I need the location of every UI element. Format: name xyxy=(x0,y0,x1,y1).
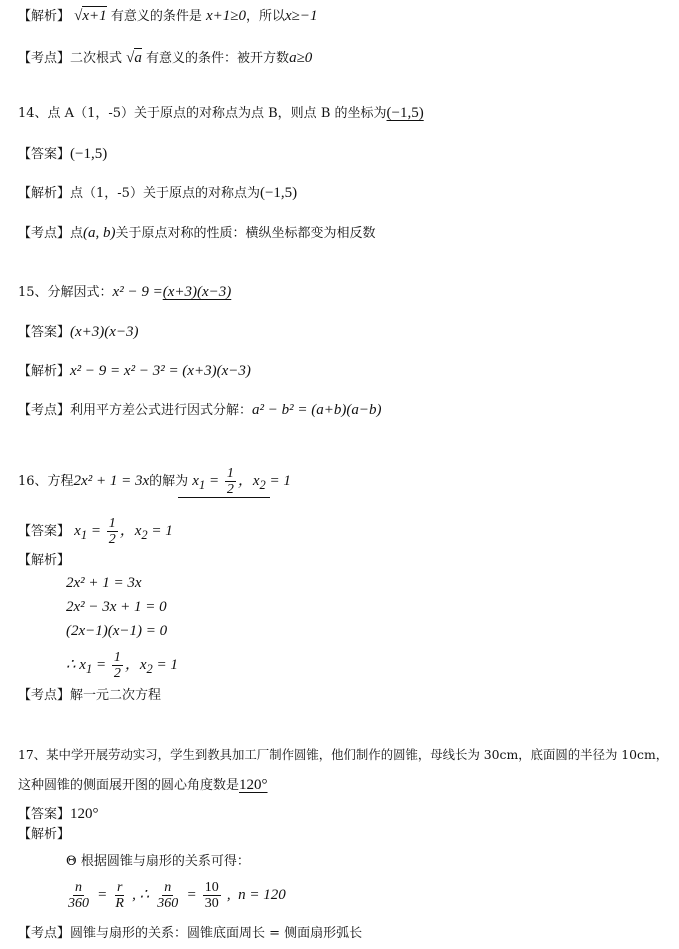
question-17-line-1 xyxy=(18,746,668,764)
answer-value: (x+3)(x−3) xyxy=(70,324,139,340)
kp-text: 解一元二次方程 xyxy=(70,688,162,703)
tag-label: 【答案】 xyxy=(18,325,71,340)
analysis-17-tag xyxy=(18,826,70,844)
fraction-n-360-b: $\frac{n}{360}$ xyxy=(157,880,179,911)
analysis-17-reason xyxy=(66,853,250,871)
kp-formula: a² − b² = (a+b)(a−b) xyxy=(252,402,382,418)
tag-label: 【答案】 xyxy=(18,147,71,162)
sqrt-a-expr: √a xyxy=(126,50,142,66)
fraction-10-30: $\frac{10}{30}$ xyxy=(204,880,219,911)
kp-text-2: 有意义的条件：被开方数 xyxy=(146,51,290,66)
step-expr: (2x−1)(x−1) = 0 xyxy=(66,623,168,639)
tag-label: 【考点】 xyxy=(18,226,71,241)
question-17-line-2 xyxy=(18,776,268,795)
tag-label: 【解析】 xyxy=(18,827,71,842)
tag-label: 【考点】 xyxy=(18,403,71,418)
question-text: 16、方程 xyxy=(18,473,74,489)
knowledge-point-16 xyxy=(18,687,161,705)
kp-text: 二次根式 xyxy=(70,51,123,66)
step-1 xyxy=(66,574,142,593)
fill-answer: 120° xyxy=(239,777,268,793)
question-14 xyxy=(18,104,424,123)
question-text: 14、点 A（1，-5）关于原点的对称点为点 B，则点 B 的坐标为 xyxy=(18,106,387,121)
question-15 xyxy=(18,283,231,302)
analysis-line-13 xyxy=(18,7,318,26)
step-expr: ∴ $x_1$ = $\frac{1}{2}$ ，$x_2 = 1$ xyxy=(66,650,178,681)
analysis-value: (−1,5) xyxy=(259,185,298,201)
analysis-text: 根据圆锥与扇形的关系可得： xyxy=(80,854,250,869)
tag-label: 【解析】 xyxy=(18,553,71,568)
step-4 xyxy=(66,650,178,681)
step-2 xyxy=(66,598,167,617)
tag-label: 【答案】 xyxy=(18,523,71,539)
fill-underline xyxy=(178,497,270,498)
fraction-r-R: $\frac{r}{R}$ xyxy=(115,880,124,911)
answer-17 xyxy=(18,805,99,824)
point-ab: (a, b) xyxy=(83,225,116,241)
kp-text: 利用平方差公式进行因式分解： xyxy=(70,403,253,418)
tag-label: 【解析】 xyxy=(18,186,71,201)
question-text-2: 这种圆锥的侧面展开图的圆心角度数是 xyxy=(18,778,240,793)
answer-16 xyxy=(18,516,173,547)
kp-text: 点 xyxy=(70,226,84,241)
result-expr: x≥−1 xyxy=(285,8,318,24)
fill-answer: (−1,5) xyxy=(386,105,424,121)
knowledge-point-13 xyxy=(18,49,312,68)
fill-answer: $x_1$ = $\frac{1}{2}$ ，$x_2 = 1$ xyxy=(192,466,291,497)
knowledge-point-15 xyxy=(18,401,382,420)
analysis-text-2: ，所以 xyxy=(245,9,285,24)
answer-value: (−1,5) xyxy=(70,146,108,162)
tag-label: 【考点】 xyxy=(18,688,71,703)
kp-text-2: 关于原点对称的性质：横纵坐标都变为相反数 xyxy=(115,226,376,241)
answer-value: $x_1$ = $\frac{1}{2}$ ，$x_2 = 1$ xyxy=(74,516,173,547)
question-16 xyxy=(18,466,291,497)
because-icon: Θ xyxy=(66,854,77,869)
question-text: 15、分解因式： xyxy=(18,285,113,300)
fraction-n-360: $\frac{n}{360}$ xyxy=(68,880,89,911)
sqrt-expr: √x+1 xyxy=(74,8,107,24)
condition-expr: x+1≥0 xyxy=(205,8,246,24)
analysis-15 xyxy=(18,362,251,381)
question-equation: 2x² + 1 = 3x xyxy=(73,472,150,489)
question-text-2: 的解为 xyxy=(149,473,189,489)
analysis-14 xyxy=(18,184,297,203)
tag-label: 【解析】 xyxy=(18,364,71,379)
tag-label: 【考点】 xyxy=(18,51,71,66)
knowledge-point-14 xyxy=(18,224,376,243)
answer-value: 120° xyxy=(70,806,99,822)
radicand-condition: a≥0 xyxy=(289,50,313,66)
knowledge-point-17 xyxy=(18,925,362,943)
question-expr: x² − 9 = xyxy=(112,284,163,300)
analysis-16-tag xyxy=(18,552,70,570)
step-3 xyxy=(66,622,167,641)
step-expr: 2x² + 1 = 3x xyxy=(66,575,142,591)
question-text: 17、某中学开展劳动实习，学生到教具加工厂制作圆锥，他们制作的圆锥，母线长为 30cm，底面圆的半径为 10cm， xyxy=(18,747,669,762)
tag-label: 【考点】 xyxy=(18,926,71,941)
kp-text: 圆锥与扇形的关系：圆锥底面周长 = 侧面扇形弧长 xyxy=(70,926,363,941)
analysis-text: 点（1，-5）关于原点的对称点为 xyxy=(70,186,260,201)
step-expr: 2x² − 3x + 1 = 0 xyxy=(66,599,167,615)
tag-label: 【答案】 xyxy=(18,807,71,822)
analysis-17-formula: $\frac{n}{360}$ = $\frac{r}{R}$ , ∴ $\frac{n}{360}$ = $\frac{10}{30}$ , n = 120 xyxy=(68,880,286,911)
analysis-text: 有意义的条件是 xyxy=(110,9,202,24)
fill-answer: (x+3)(x−3) xyxy=(162,284,232,300)
answer-15 xyxy=(18,323,139,342)
analysis-expr: x² − 9 = x² − 3² = (x+3)(x−3) xyxy=(70,363,251,379)
tag-label: 【解析】 xyxy=(18,9,71,24)
answer-14 xyxy=(18,145,107,164)
